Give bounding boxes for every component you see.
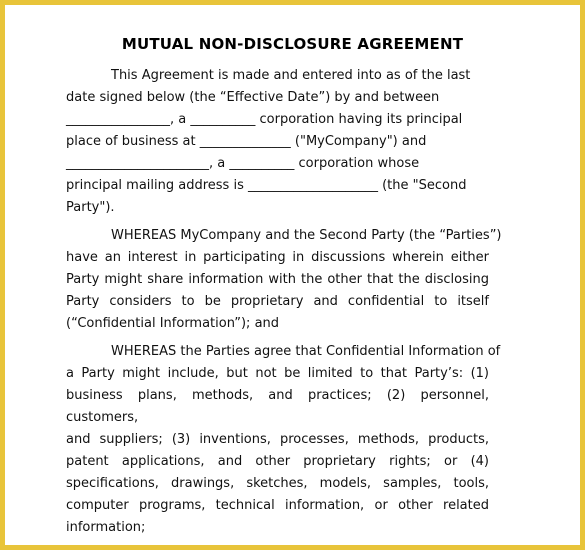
text-line: place of business at ______________ ("MyCompany") and — [66, 134, 427, 149]
paragraph-intro — [66, 65, 489, 219]
text-line: information; — [66, 520, 146, 535]
text-line: WHEREAS the Parties agree that Confidential Information of — [111, 344, 501, 359]
text-line: a Party might include, but not be limited to that Party’s: (1) — [66, 366, 489, 381]
text-line: (“Confidential Information”); and — [66, 316, 280, 331]
text-line: have an interest in participating in discussions wherein either — [66, 250, 489, 265]
paragraph-whereas-confidential — [66, 341, 501, 539]
document-title: MUTUAL NON-DISCLOSURE AGREEMENT — [121, 35, 464, 53]
text-line: Party might share information with the other that the disclosing — [66, 272, 489, 287]
text-line: ________________, a __________ corporation having its principal — [66, 112, 463, 127]
text-line: Party"). — [66, 200, 115, 215]
text-line: ______________________, a __________ corporation whose — [66, 156, 420, 171]
text-line: principal mailing address is ____________________ (the "Second — [66, 178, 467, 193]
document-page — [5, 5, 580, 545]
text-line: and suppliers; (3) inventions, processes, methods, products, — [66, 432, 489, 447]
text-line: Party considers to be proprietary and confidential to itself — [66, 294, 489, 309]
text-line: This Agreement is made and entered into as of the last — [111, 68, 471, 83]
text-line: specifications, drawings, sketches, models, samples, tools, — [66, 476, 489, 491]
text-line: computer programs, technical information, or other related — [66, 498, 489, 513]
text-line: date signed below (the “Effective Date”) by and between — [66, 90, 440, 105]
text-line: business plans, methods, and practices; (2) personnel, customers, — [66, 388, 489, 425]
paragraph-whereas-interest — [66, 225, 502, 335]
text-line: WHEREAS MyCompany and the Second Party (the “Parties”) — [111, 228, 502, 243]
text-line: patent applications, and other proprietary rights; or (4) — [66, 454, 489, 469]
